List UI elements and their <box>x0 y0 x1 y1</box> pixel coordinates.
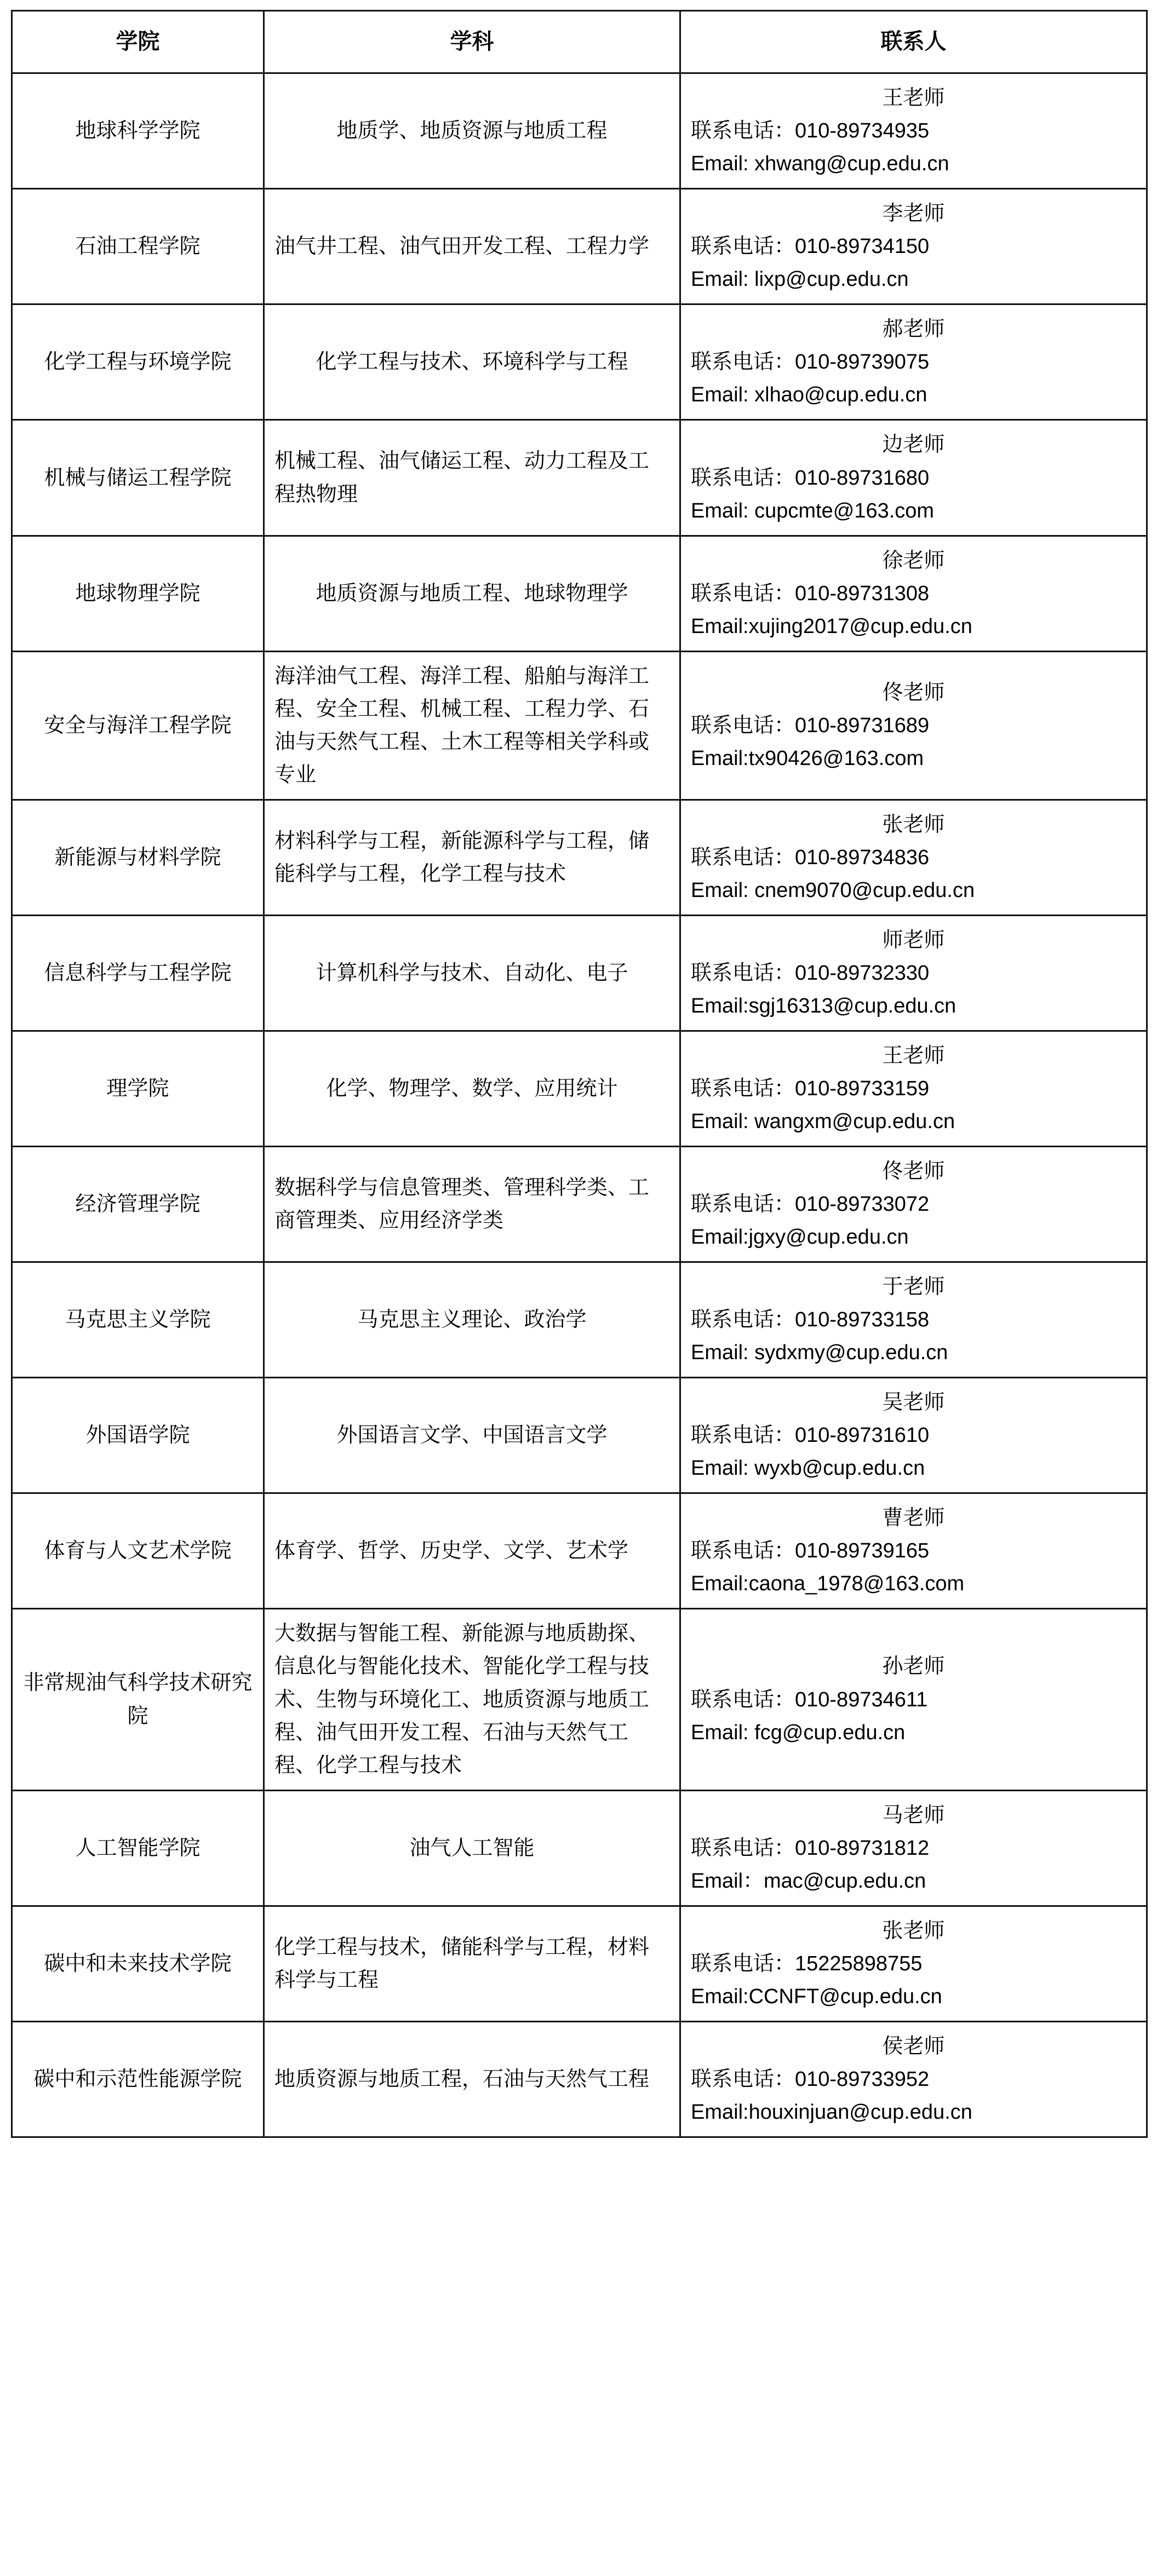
contact-email: Email: cnem9070@cup.edu.cn <box>691 878 975 902</box>
cell-contact <box>680 800 1147 915</box>
cell-college: 马克思主义学院 <box>12 1262 264 1378</box>
column-header-subject: 学科 <box>264 11 680 73</box>
contact-phone: 联系电话：010-89734836 <box>691 846 930 869</box>
cell-contact <box>680 651 1147 800</box>
cell-college: 外国语学院 <box>12 1378 264 1493</box>
cell-contact <box>680 915 1147 1031</box>
cell-contact <box>680 1262 1147 1378</box>
cell-college: 化学工程与环境学院 <box>12 304 264 420</box>
contact-person-name: 郝老师 <box>882 318 945 341</box>
table-header <box>12 11 1147 73</box>
table-row <box>12 189 1147 304</box>
contact-email: Email:houxinjuan@cup.edu.cn <box>691 2100 972 2124</box>
table-body <box>12 73 1147 2137</box>
college-contact-table <box>11 10 1148 2138</box>
cell-subject: 材料科学与工程，新能源科学与工程，储能科学与工程，化学工程与技术 <box>264 800 680 915</box>
cell-contact <box>680 1031 1147 1146</box>
contact-email: Email:CCNFT@cup.edu.cn <box>691 1985 942 2008</box>
cell-contact <box>680 1147 1147 1262</box>
cell-contact <box>680 1790 1147 1906</box>
contact-person-name: 吴老师 <box>882 1391 945 1415</box>
cell-subject: 油气人工智能 <box>264 1790 680 1906</box>
table-row <box>12 1493 1147 1609</box>
cell-subject: 计算机科学与技术、自动化、电子 <box>264 915 680 1031</box>
contact-person-name: 佟老师 <box>882 681 945 704</box>
contact-person-name: 于老师 <box>882 1275 945 1299</box>
contact-email: Email: wangxm@cup.edu.cn <box>691 1110 955 1134</box>
cell-contact <box>680 420 1147 536</box>
contact-phone: 联系电话：010-89739075 <box>691 350 930 374</box>
contact-phone: 联系电话：010-89733158 <box>691 1308 930 1332</box>
contact-email: Email: wyxb@cup.edu.cn <box>691 1457 925 1480</box>
cell-subject: 海洋油气工程、海洋工程、船舶与海洋工程、安全工程、机械工程、工程力学、石油与天然气工程、土木工程等相关学科或专业 <box>264 651 680 800</box>
table-row <box>12 304 1147 420</box>
table-row <box>12 915 1147 1031</box>
cell-subject: 数据科学与信息管理类、管理科学类、工商管理类、应用经济学类 <box>264 1147 680 1262</box>
contact-person-name: 曹老师 <box>882 1507 945 1530</box>
table-row <box>12 1031 1147 1146</box>
contact-email: Email: fcg@cup.edu.cn <box>691 1721 906 1744</box>
contact-person-name: 马老师 <box>882 1803 945 1827</box>
cell-college: 碳中和示范性能源学院 <box>12 2021 264 2137</box>
cell-college: 理学院 <box>12 1031 264 1146</box>
table-row <box>12 1790 1147 1906</box>
contact-email: Email:caona_1978@163.com <box>691 1572 965 1596</box>
contact-email: Email: lixp@cup.edu.cn <box>691 268 909 291</box>
contact-phone: 联系电话：010-89733952 <box>691 2067 930 2091</box>
cell-college: 人工智能学院 <box>12 1790 264 1906</box>
table-row <box>12 420 1147 536</box>
contact-email: Email: xhwang@cup.edu.cn <box>691 152 949 176</box>
table-header-row <box>12 11 1147 73</box>
cell-college: 信息科学与工程学院 <box>12 915 264 1031</box>
contact-person-name: 佟老师 <box>882 1160 945 1183</box>
contact-email: Email:sgj16313@cup.edu.cn <box>691 994 956 1017</box>
cell-contact <box>680 536 1147 651</box>
cell-subject: 地质资源与地质工程，石油与天然气工程 <box>264 2021 680 2137</box>
table-row <box>12 1147 1147 1262</box>
table-row <box>12 1906 1147 2021</box>
cell-subject: 化学工程与技术、环境科学与工程 <box>264 304 680 420</box>
contact-person-name: 孙老师 <box>882 1655 945 1678</box>
cell-contact <box>680 73 1147 189</box>
cell-college: 地球物理学院 <box>12 536 264 651</box>
contact-email: Email:xujing2017@cup.edu.cn <box>691 614 972 638</box>
contact-phone: 联系电话：010-89739165 <box>691 1539 930 1563</box>
contact-person-name: 王老师 <box>882 87 945 110</box>
contact-person-name: 师老师 <box>882 928 945 952</box>
column-header-contact: 联系人 <box>680 11 1147 73</box>
contact-person-name: 王老师 <box>882 1044 945 1067</box>
table-row <box>12 1609 1147 1790</box>
table-row <box>12 73 1147 189</box>
cell-subject: 地质学、地质资源与地质工程 <box>264 73 680 189</box>
contact-phone: 联系电话：010-89731308 <box>691 582 930 605</box>
cell-college: 新能源与材料学院 <box>12 800 264 915</box>
column-header-college: 学院 <box>12 11 264 73</box>
table-row <box>12 2021 1147 2137</box>
contact-person-name: 侯老师 <box>882 2034 945 2058</box>
cell-subject: 体育学、哲学、历史学、文学、艺术学 <box>264 1493 680 1609</box>
contact-phone: 联系电话：010-89734150 <box>691 235 930 258</box>
table-row <box>12 1378 1147 1493</box>
cell-subject: 地质资源与地质工程、地球物理学 <box>264 536 680 651</box>
cell-subject: 机械工程、油气储运工程、动力工程及工程热物理 <box>264 420 680 536</box>
table-row <box>12 536 1147 651</box>
cell-contact <box>680 1493 1147 1609</box>
contact-phone: 联系电话：15225898755 <box>691 1952 923 1975</box>
cell-college: 地球科学学院 <box>12 73 264 189</box>
cell-contact <box>680 2021 1147 2137</box>
contact-person-name: 边老师 <box>882 433 945 457</box>
cell-college: 安全与海洋工程学院 <box>12 651 264 800</box>
contact-email: Email:tx90426@163.com <box>691 746 924 770</box>
cell-contact <box>680 1609 1147 1790</box>
cell-college: 机械与储运工程学院 <box>12 420 264 536</box>
contact-phone: 联系电话：010-89731610 <box>691 1424 930 1447</box>
cell-contact <box>680 1906 1147 2021</box>
contact-phone: 联系电话：010-89732330 <box>691 961 930 985</box>
cell-subject: 化学工程与技术，储能科学与工程，材料科学与工程 <box>264 1906 680 2021</box>
cell-contact <box>680 1378 1147 1493</box>
contact-phone: 联系电话：010-89731689 <box>691 714 930 737</box>
cell-college: 碳中和未来技术学院 <box>12 1906 264 2021</box>
cell-subject: 油气井工程、油气田开发工程、工程力学 <box>264 189 680 304</box>
cell-college: 石油工程学院 <box>12 189 264 304</box>
contact-email: Email：mac@cup.edu.cn <box>691 1869 926 1893</box>
contact-person-name: 李老师 <box>882 202 945 226</box>
contact-email: Email:jgxy@cup.edu.cn <box>691 1226 909 1249</box>
contact-phone: 联系电话：010-89733072 <box>691 1193 930 1216</box>
contact-person-name: 张老师 <box>882 813 945 836</box>
table-row <box>12 651 1147 800</box>
contact-person-name: 徐老师 <box>882 549 945 572</box>
contact-phone: 联系电话：010-89731680 <box>691 466 930 490</box>
cell-college: 非常规油气科学技术研究院 <box>12 1609 264 1790</box>
contact-email: Email: cupcmte@163.com <box>691 499 935 522</box>
contact-phone: 联系电话：010-89734935 <box>691 119 930 143</box>
contact-email: Email: xlhao@cup.edu.cn <box>691 383 927 407</box>
contact-phone: 联系电话：010-89731812 <box>691 1836 930 1860</box>
contact-phone: 联系电话：010-89733159 <box>691 1077 930 1100</box>
contact-phone: 联系电话：010-89734611 <box>691 1688 928 1711</box>
cell-college: 经济管理学院 <box>12 1147 264 1262</box>
cell-subject: 化学、物理学、数学、应用统计 <box>264 1031 680 1146</box>
cell-subject: 大数据与智能工程、新能源与地质勘探、信息化与智能化技术、智能化学工程与技术、生物与环境化工、地质资源与地质工程、油气田开发工程、石油与天然气工程、化学工程与技术 <box>264 1609 680 1790</box>
table-row <box>12 800 1147 915</box>
table-row <box>12 1262 1147 1378</box>
cell-college: 体育与人文艺术学院 <box>12 1493 264 1609</box>
cell-contact <box>680 189 1147 304</box>
cell-subject: 外国语言文学、中国语言文学 <box>264 1378 680 1493</box>
contact-email: Email: sydxmy@cup.edu.cn <box>691 1341 948 1365</box>
contact-person-name: 张老师 <box>882 1919 945 1942</box>
cell-subject: 马克思主义理论、政治学 <box>264 1262 680 1378</box>
cell-contact <box>680 304 1147 420</box>
